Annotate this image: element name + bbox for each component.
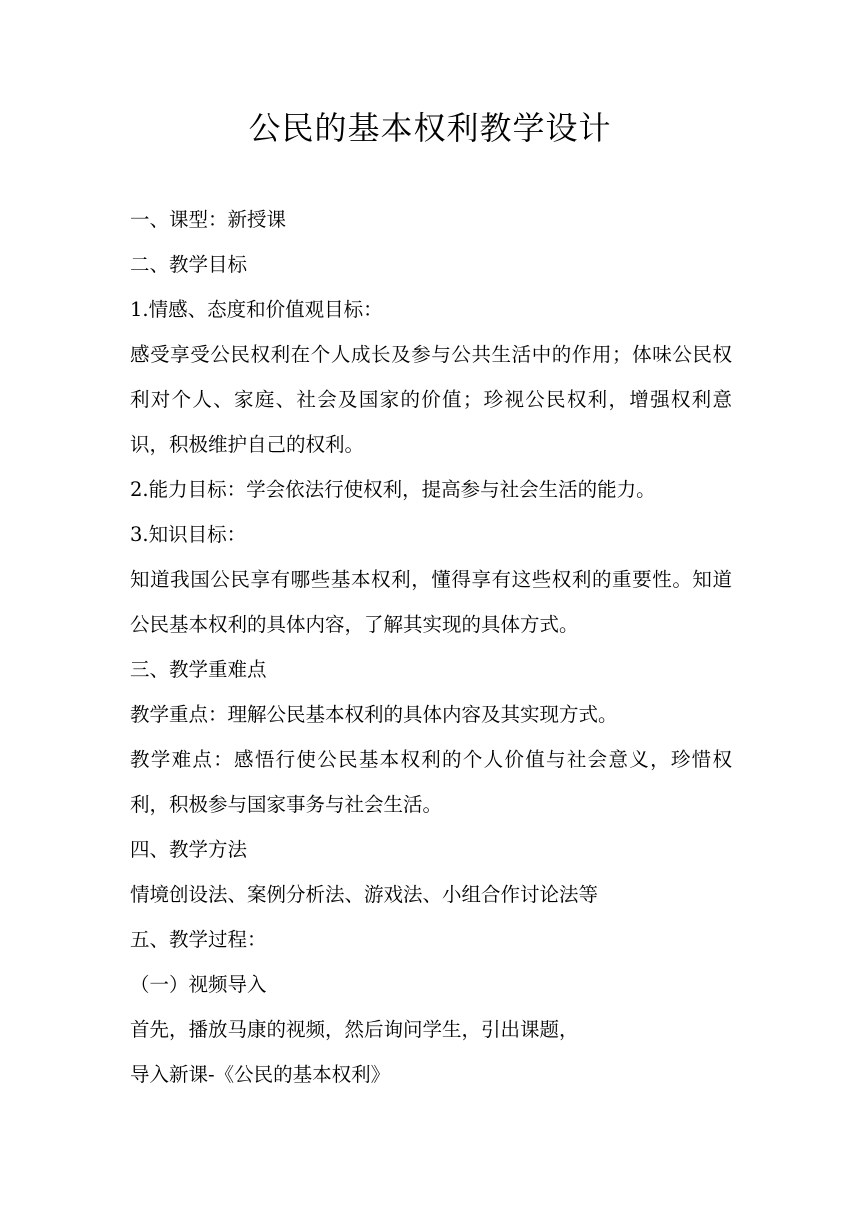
section-heading-process: 五、教学过程： [130,928,267,951]
objective-knowledge-heading: 3.知识目标： [130,523,247,546]
section-heading-key-points: 三、教学重难点 [130,658,267,681]
document-title: 公民的基本权利教学设计 [248,109,612,147]
methods-text: 情境创设法、案例分析法、游戏法、小组合作讨论法等 [130,883,599,906]
section-lesson-type: 一、课型：新授课 [130,208,287,231]
objective-ability: 2.能力目标：学会依法行使权利，提高参与社会生活的能力。 [130,478,656,501]
section-heading-objectives: 二、教学目标 [130,253,248,276]
process-step-video-intro: （一）视频导入 [130,973,267,996]
section-heading-methods: 四、教学方法 [130,838,248,861]
document-body [130,197,732,1097]
process-step-text-1: 首先，播放马康的视频，然后询问学生，引出课题， [130,1018,579,1041]
objective-knowledge-text: 知道我国公民享有哪些基本权利，懂得享有这些权利的重要性。知道公民基本权利的具体内容，了解其实现的具体方式。 [130,568,732,636]
process-step-text-2: 导入新课-《公民的基本权利》 [130,1063,391,1086]
objective-emotion-heading: 1.情感、态度和价值观目标： [130,298,383,321]
difficulty-text: 教学难点：感悟行使公民基本权利的个人价值与社会意义，珍惜权利，积极参与国家事务与社会生活。 [130,748,732,816]
objective-emotion-text: 感受享受公民权利在个人成长及参与公共生活中的作用；体味公民权利对个人、家庭、社会及国家的价值；珍视公民权利，增强权利意识，积极维护自己的权利。 [130,343,732,456]
key-point-text: 教学重点：理解公民基本权利的具体内容及其实现方式。 [130,703,618,726]
